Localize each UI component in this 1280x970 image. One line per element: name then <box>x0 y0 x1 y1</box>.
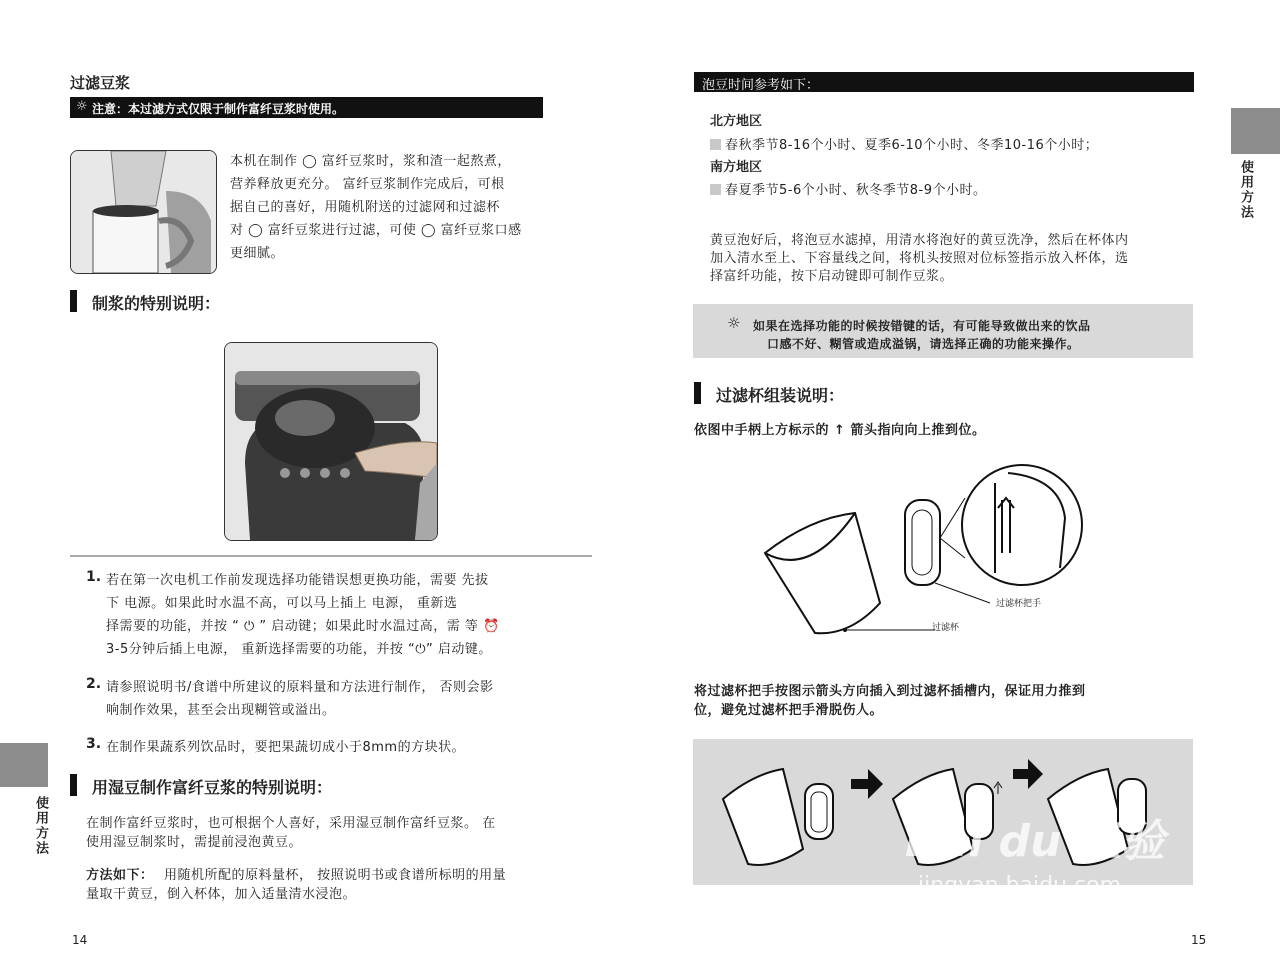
insert-line: 位，避免过滤杯把手滑脱伤人。 <box>694 703 884 718</box>
wet-text-line: 在制作富纤豆浆时，也可根据个人喜好，采用湿豆制作富纤豆浆。 在 <box>86 816 496 831</box>
machine-illustration <box>225 343 437 540</box>
assembly-title: 过滤杯组装说明： <box>716 386 845 405</box>
section-marker <box>70 774 77 796</box>
south-row: 春夏季节5-6个小时、秋冬季节8-9个小时。 <box>710 179 986 198</box>
prep-line: 加入清水至上、下容量线之间，将机头按照对位标签指示放入杯体，选 <box>710 251 1129 266</box>
bullet-square <box>710 184 721 195</box>
soak-header-bar <box>694 72 1194 92</box>
bulb-icon: ☼ <box>727 314 741 332</box>
method-text-line: 用随机所配的原料量杯， 按照说明书或食谱所标明的用量 <box>164 868 507 883</box>
machine-photo <box>224 342 438 541</box>
notice-text: 注意：本过滤方式仅限于制作富纤豆浆时使用。 <box>92 102 345 116</box>
pouring-illustration <box>71 151 216 273</box>
handle-label: 过滤杯把手 <box>996 599 1042 609</box>
prep-line: 择富纤功能，按下启动键即可制作豆浆。 <box>710 269 954 284</box>
wet-text-line: 使用湿豆制浆时，需提前浸泡黄豆。 <box>86 835 303 850</box>
filter-heading: 过滤豆浆 <box>70 74 131 92</box>
push-instruction: 依图中手柄上方标示的 ↑ 箭头指向向上推到位。 <box>694 423 986 438</box>
insert-line: 将过滤杯把手按图示箭头方向插入到过滤杯插槽内，保证用力推到 <box>694 684 1086 699</box>
notice-bar <box>70 97 543 118</box>
method-label: 方法如下： <box>86 868 154 883</box>
method-text-line: 量取干黄豆，倒入杯体，加入适量清水浸泡。 <box>86 887 357 902</box>
section2-title: 用湿豆制作富纤豆浆的特别说明： <box>92 778 333 797</box>
up-arrow-icon: ↑ <box>829 423 851 438</box>
north-title: 北方地区 <box>710 114 763 129</box>
section-marker <box>70 290 77 312</box>
page-number-right: 15 <box>1191 933 1207 947</box>
watermark-url: jingyan.baidu.com <box>918 873 1122 898</box>
prep-line: 黄豆泡好后，将泡豆水滤掉，用清水将泡好的黄豆洗净，然后在杯体内 <box>710 233 1129 248</box>
warning-box: ☼ 如果在选择功能的时候按错键的话，有可能导致做出来的饮品 口感不好、糊管或造成溢锅，请选择正确的功能来操作。 <box>693 304 1193 358</box>
section-marker <box>694 382 701 404</box>
pouring-photo <box>70 150 217 274</box>
bullet-square <box>710 139 721 150</box>
page-number-left: 14 <box>72 933 88 947</box>
filter-cup-diagram <box>760 458 1090 638</box>
section1-title: 制浆的特别说明： <box>92 294 221 313</box>
north-row: 春秋季节8-16个小时、夏季6-10个小时、冬季10-16个小时； <box>710 134 1098 153</box>
side-label-right: 使用方法 <box>1238 160 1253 220</box>
side-tab-left <box>0 743 48 787</box>
bulb-icon: ☼ <box>76 99 88 114</box>
side-label-left: 使用方法 <box>33 796 48 856</box>
watermark-logo: Bai du 经验 <box>905 816 1165 867</box>
cup-label: 过滤杯 <box>932 623 960 633</box>
divider-line <box>70 555 592 557</box>
south-title: 南方地区 <box>710 160 763 175</box>
side-tab-right <box>1231 108 1280 154</box>
soak-header: 泡豆时间参考如下： <box>702 78 820 93</box>
